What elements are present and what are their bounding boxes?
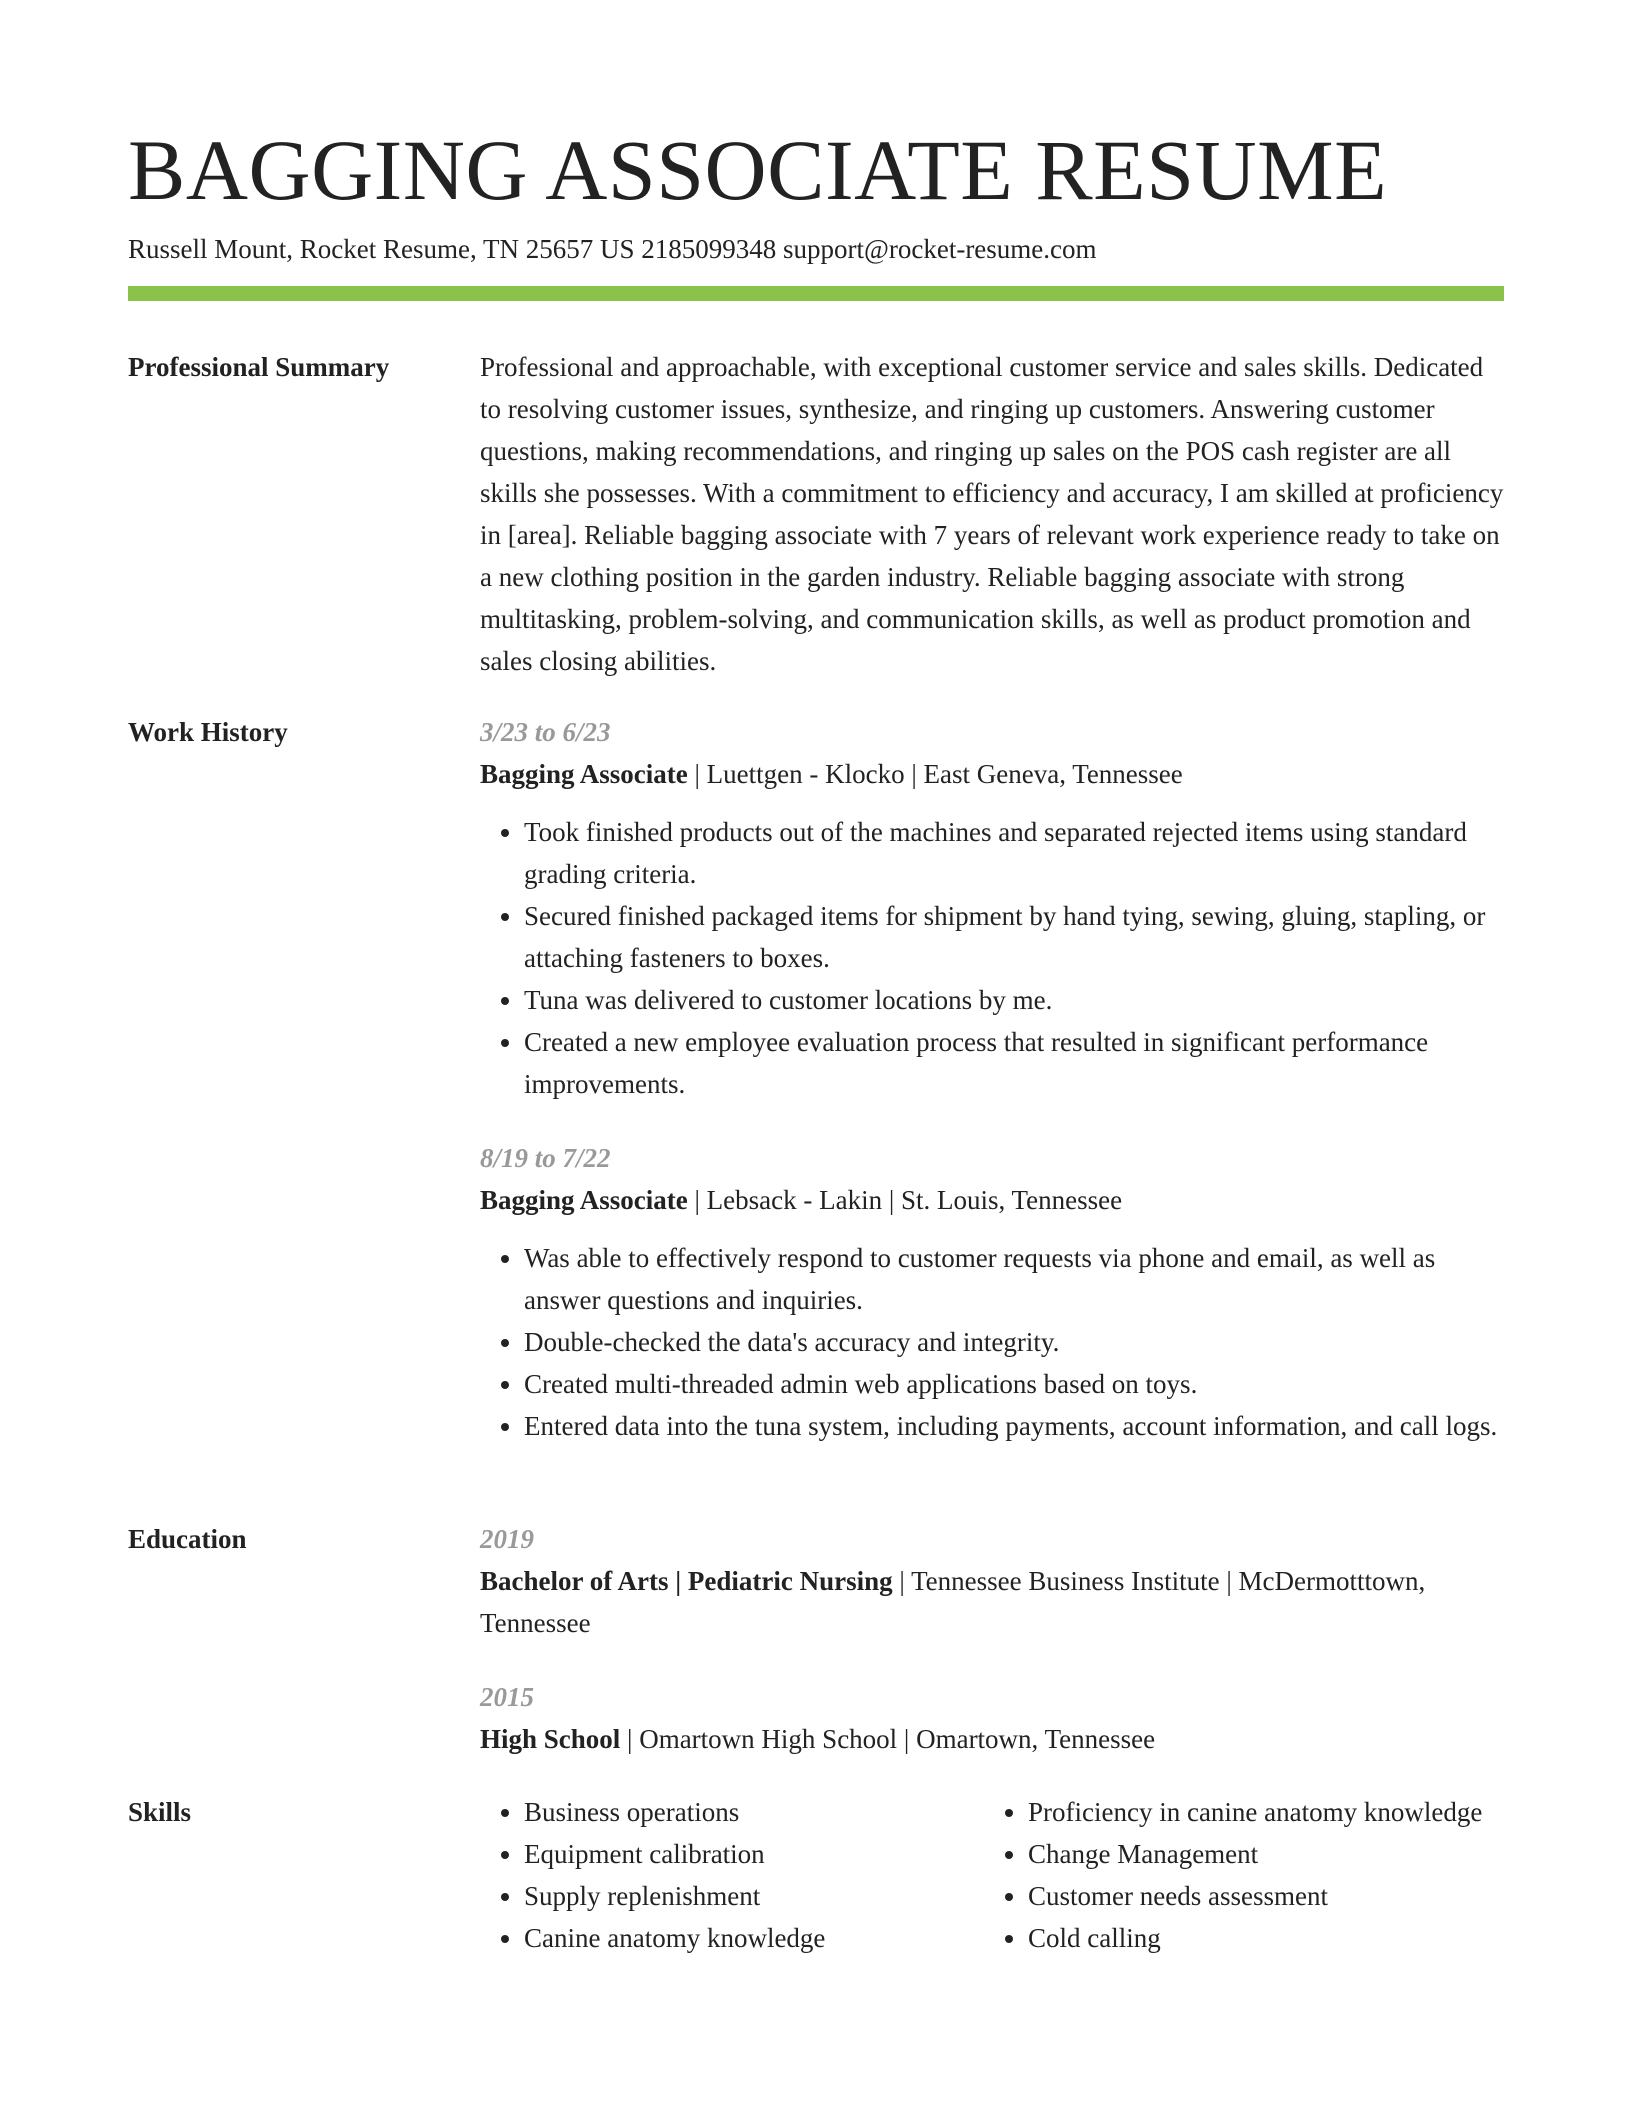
education-degree: High School <box>480 1724 621 1754</box>
job-duty: • Created multi-threaded admin web applications based on toys. <box>524 1363 1504 1405</box>
work-history-heading: Work History <box>128 717 288 747</box>
education-degree: Bachelor of Arts | Pediatric Nursing <box>480 1566 893 1596</box>
education-entry <box>480 1676 1504 1760</box>
job-duties <box>480 811 1504 1105</box>
education-body <box>480 1518 1504 1760</box>
education-heading: Education <box>128 1524 247 1554</box>
job-duty: • Double-checked the data's accuracy and integrity. <box>524 1321 1504 1363</box>
education-date: 2015 <box>480 1682 534 1712</box>
job-date: 3/23 to 6/23 <box>480 717 611 747</box>
skill-item: • Supply replenishment <box>524 1875 984 1917</box>
education-heading-line <box>480 1718 1504 1760</box>
skill-item: • Business operations <box>524 1791 984 1833</box>
skills-column-right <box>984 1791 1488 1959</box>
skill-item: • Cold calling <box>1028 1917 1488 1959</box>
education-heading-line <box>480 1560 1504 1644</box>
job-duty: • Took finished products out of the machines and separated rejected items using standard grading criteria. <box>524 811 1504 895</box>
skills-body <box>480 1791 1504 1959</box>
job-heading <box>480 753 1504 795</box>
skill-item: • Proficiency in canine anatomy knowledge <box>1028 1791 1488 1833</box>
summary-body <box>480 346 1504 682</box>
job-title: Bagging Associate <box>480 759 688 789</box>
job-duty: • Secured finished packaged items for shipment by hand tying, sewing, gluing, stapling, or attaching fasteners to boxes. <box>524 895 1504 979</box>
job-entry <box>480 711 1504 1105</box>
skills-list-right <box>984 1791 1488 1959</box>
skills-heading: Skills <box>128 1797 192 1827</box>
skill-item: • Canine anatomy knowledge <box>524 1917 984 1959</box>
skills-column-left <box>480 1791 984 1959</box>
accent-divider <box>128 286 1504 301</box>
education-date: 2019 <box>480 1524 534 1554</box>
education-details: | Tennessee Business Institute | McDermotttown, Tennessee <box>480 1566 1426 1638</box>
education-details: | Omartown High School | Omartown, Tennessee <box>620 1724 1156 1754</box>
job-entry <box>480 1137 1504 1447</box>
job-heading <box>480 1179 1504 1221</box>
job-details: | Luettgen - Klocko | East Geneva, Tennessee <box>687 759 1183 789</box>
contact-line: Russell Mount, Rocket Resume, TN 25657 US 2185099348 support@rocket-resume.com <box>128 234 1097 264</box>
job-date: 8/19 to 7/22 <box>480 1143 611 1173</box>
skill-item: • Change Management <box>1028 1833 1488 1875</box>
job-duty: • Tuna was delivered to customer locations by me. <box>524 979 1504 1021</box>
job-details: | Lebsack - Lakin | St. Louis, Tennessee <box>687 1185 1123 1215</box>
skills-list-left <box>480 1791 984 1959</box>
job-duty: • Entered data into the tuna system, including payments, account information, and call logs. <box>524 1405 1504 1447</box>
summary-text: Professional and approachable, with exceptional customer service and sales skills. Dedicated to resolving customer issues, synthesize, and ringing up customers. Answering customer questions, making recommendations, and ringing up sales on the POS cash register are all skills she possesses. With a commitment to efficiency and accuracy, I am skilled at proficiency in [area]. Reliable bagging associate with 7 years of relevant work experience ready to take on a new clothing position in the garden industry. Reliable bagging associate with strong multitasking, problem-solving, and communication skills, as well as product promotion and sales closing abilities. <box>480 352 1504 676</box>
work-history-body <box>480 711 1504 1447</box>
education-entry <box>480 1518 1504 1644</box>
job-duty: • Was able to effectively respond to customer requests via phone and email, as well as answer questions and inquiries. <box>524 1237 1504 1321</box>
job-duties <box>480 1237 1504 1447</box>
skill-item: • Equipment calibration <box>524 1833 984 1875</box>
resume-title: BAGGING ASSOCIATE RESUME <box>128 122 1388 218</box>
skills-columns <box>480 1791 1504 1959</box>
job-title: Bagging Associate <box>480 1185 688 1215</box>
skill-item: • Customer needs assessment <box>1028 1875 1488 1917</box>
job-duty: • Created a new employee evaluation process that resulted in significant performance improvements. <box>524 1021 1504 1105</box>
summary-heading: Professional Summary <box>128 352 390 382</box>
